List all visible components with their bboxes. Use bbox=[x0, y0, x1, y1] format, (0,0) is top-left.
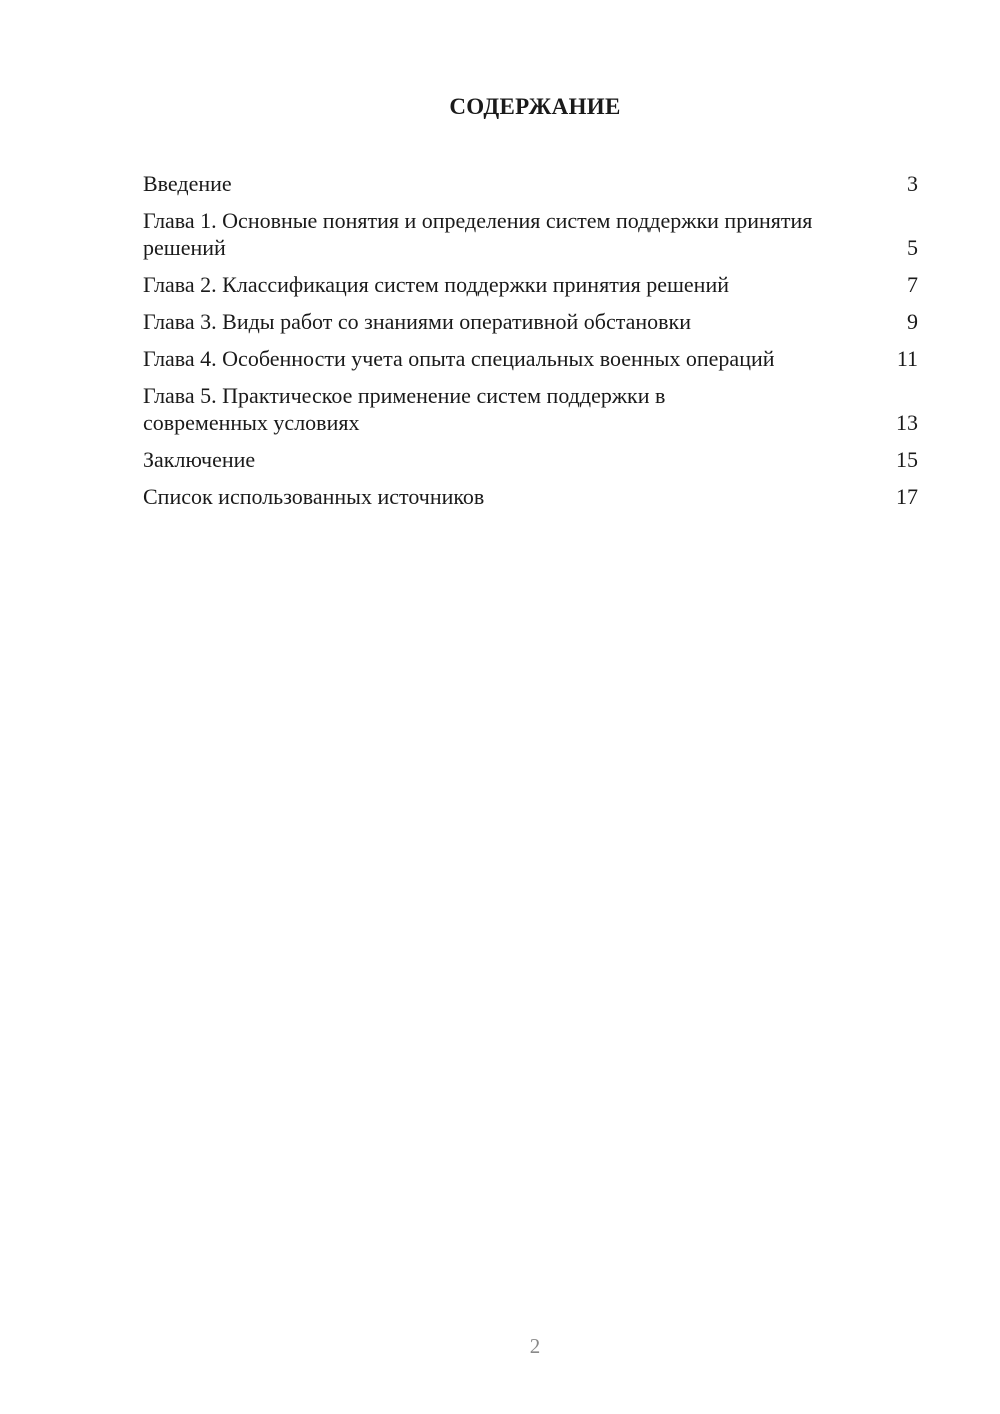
toc-entry-conclusion[interactable] bbox=[143, 446, 918, 473]
toc-entry-text: Глава 1. Основные понятия и определения систем поддержки принятия решений bbox=[143, 208, 813, 260]
toc-entry-page: 17 bbox=[896, 484, 918, 509]
toc-entry-text: Глава 4. Особенности учета опыта специальных военных операций bbox=[143, 346, 775, 371]
toc-entry-page: 11 bbox=[896, 346, 918, 371]
toc-entry-chapter-1[interactable] bbox=[143, 207, 918, 261]
table-of-contents bbox=[143, 170, 918, 520]
toc-entry-introduction[interactable] bbox=[143, 170, 918, 197]
toc-entry-text: Глава 2. Классификация систем поддержки принятия решений bbox=[143, 272, 729, 297]
toc-entry-text: Глава 3. Виды работ со знаниями оперативной обстановки bbox=[143, 309, 692, 334]
toc-entry-page: 3 bbox=[907, 171, 918, 196]
page-number: 2 bbox=[529, 1334, 541, 1358]
toc-entry-page: 15 bbox=[896, 447, 918, 472]
toc-entry-page: 9 bbox=[907, 309, 918, 334]
toc-entry-references[interactable] bbox=[143, 483, 918, 510]
toc-entry-text: Заключение bbox=[143, 447, 256, 472]
toc-entry-page: 5 bbox=[907, 235, 918, 260]
toc-entry-chapter-5[interactable] bbox=[143, 382, 918, 436]
toc-entry-page: 13 bbox=[896, 410, 918, 435]
page-title: СОДЕРЖАНИЕ bbox=[449, 94, 621, 119]
toc-entry-chapter-4[interactable] bbox=[143, 345, 918, 372]
toc-entry-page: 7 bbox=[907, 272, 918, 297]
toc-entry-chapter-2[interactable] bbox=[143, 271, 918, 298]
toc-entry-text: Введение bbox=[143, 171, 232, 196]
toc-entry-text: Список использованных источников bbox=[143, 484, 485, 509]
toc-entry-chapter-3[interactable] bbox=[143, 308, 918, 335]
toc-entry-text: Глава 5. Практическое применение систем поддержки в современных условиях bbox=[143, 383, 666, 435]
